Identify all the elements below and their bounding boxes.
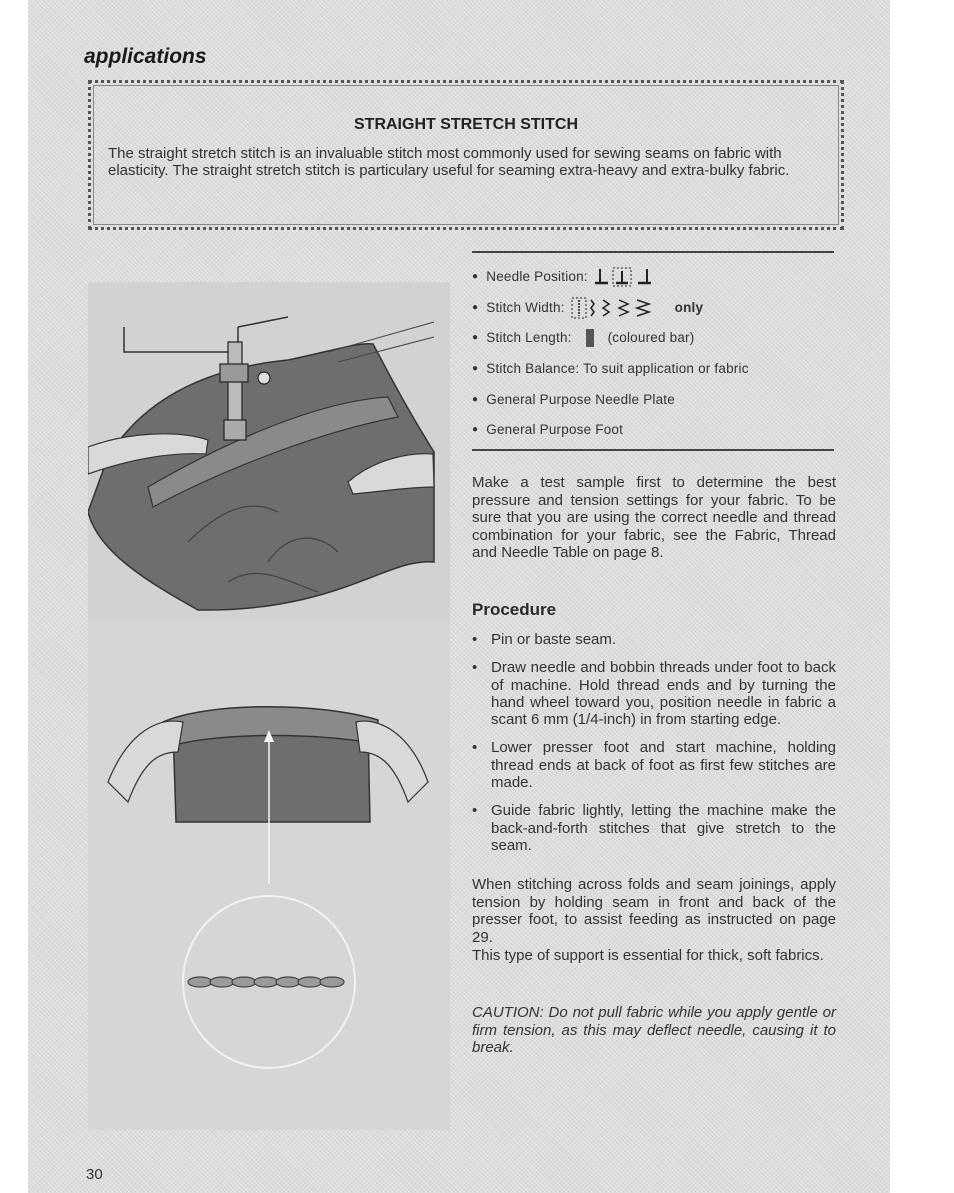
coloured-bar-icon: [586, 329, 594, 347]
setting-stitch-balance: [472, 354, 834, 385]
stitch-width-medium-icon: [603, 300, 609, 316]
procedure-step: • Lower presser foot and start machine, holding thread ends at back of foot as first few stitches are made.: [472, 739, 836, 791]
support-note: This type of support is essential for thick, soft fabrics.: [472, 947, 824, 964]
bullet-icon: ●: [472, 393, 479, 405]
needle-center-icon: [613, 268, 631, 286]
bullet-icon: ●: [472, 424, 479, 436]
setting-stitch-width: [472, 293, 834, 324]
needle-right-icon: [638, 269, 651, 283]
intro-text: The straight stretch stitch is an invaluable stitch most commonly used for sewing seams on fabric with elasticity. The straight stretch stitch is particulary useful for seaming extra-heavy and extra-bulky fabric.: [108, 145, 790, 179]
seam-tension-note: When stitching across folds and seam joinings, apply tension by holding seam in front and back of the presser foot, to assist feeding as instructed on page 29.: [472, 876, 836, 946]
procedure-step: • Guide fabric lightly, letting the machine make the back-and-forth stitches that give stretch to the seam.: [472, 802, 836, 854]
caution-text: CAUTION: Do not pull fabric while you apply gentle or firm tension, as this may deflect needle, causing it to break.: [472, 1004, 836, 1056]
setting-stitch-length: [472, 323, 834, 354]
test-sample-text: Make a test sample first to determine the best pressure and tension settings for your fabric. To be sure that you are using the correct needle and thread combination for your fabric, see the Fabric, Thread and Needle Table on page 8.: [472, 474, 836, 561]
sewing-illustration: [88, 282, 450, 1130]
procedure-step: • Pin or baste seam.: [472, 631, 836, 648]
settings-bottom-rule: [472, 449, 834, 451]
stitch-length-note: (coloured bar): [607, 330, 695, 346]
setting-label: Stitch Balance: To suit application or fabric: [486, 361, 749, 377]
setting-foot: [472, 415, 834, 446]
needle-left-icon: [595, 269, 608, 283]
setting-label: Stitch Length:: [486, 330, 572, 346]
needle-position-icons: [594, 267, 654, 287]
bullet-icon: ●: [472, 301, 479, 313]
stitch-detail-scene: [183, 896, 355, 1068]
setting-needle-position: [472, 262, 834, 293]
machine-sewing-scene: [88, 282, 450, 622]
setting-label: General Purpose Needle Plate: [486, 391, 675, 407]
setting-label: Needle Position:: [486, 269, 588, 285]
settings-top-rule: [472, 251, 834, 253]
straight-stretch-stitch-icon: [188, 977, 344, 987]
left-hand-stretch: [108, 721, 183, 802]
setting-needle-plate: [472, 384, 834, 415]
setting-label: General Purpose Foot: [486, 422, 624, 438]
stretched-seam-scene: [108, 707, 428, 884]
bullet-icon: ●: [472, 363, 479, 375]
stitch-width-widest-icon: [637, 300, 649, 316]
procedure-heading: Procedure: [472, 600, 557, 619]
intro-box: [88, 80, 844, 230]
bullet-icon: ●: [472, 332, 479, 344]
page-number: 30: [86, 1166, 103, 1183]
procedure-step: • Draw needle and bobbin threads under foot to back of machine. Hold thread ends and by turning the hand wheel toward you, position needle in fabric a scant 6 mm (1/4-inch) in from starting edge.: [472, 659, 836, 728]
settings-list: [472, 262, 834, 446]
stitch-width-only: only: [674, 299, 704, 315]
stitch-width-straight-icon: [572, 298, 586, 318]
stitch-width-icons: [571, 297, 671, 319]
stitch-width-narrow-icon: [591, 300, 594, 316]
section-title: applications: [84, 45, 207, 68]
bullet-icon: ●: [472, 271, 479, 283]
stitch-width-wide-icon: [619, 300, 628, 316]
setting-label: Stitch Width:: [486, 299, 565, 315]
intro-heading: STRAIGHT STRETCH STITCH: [354, 116, 578, 133]
procedure-steps: [472, 631, 836, 854]
